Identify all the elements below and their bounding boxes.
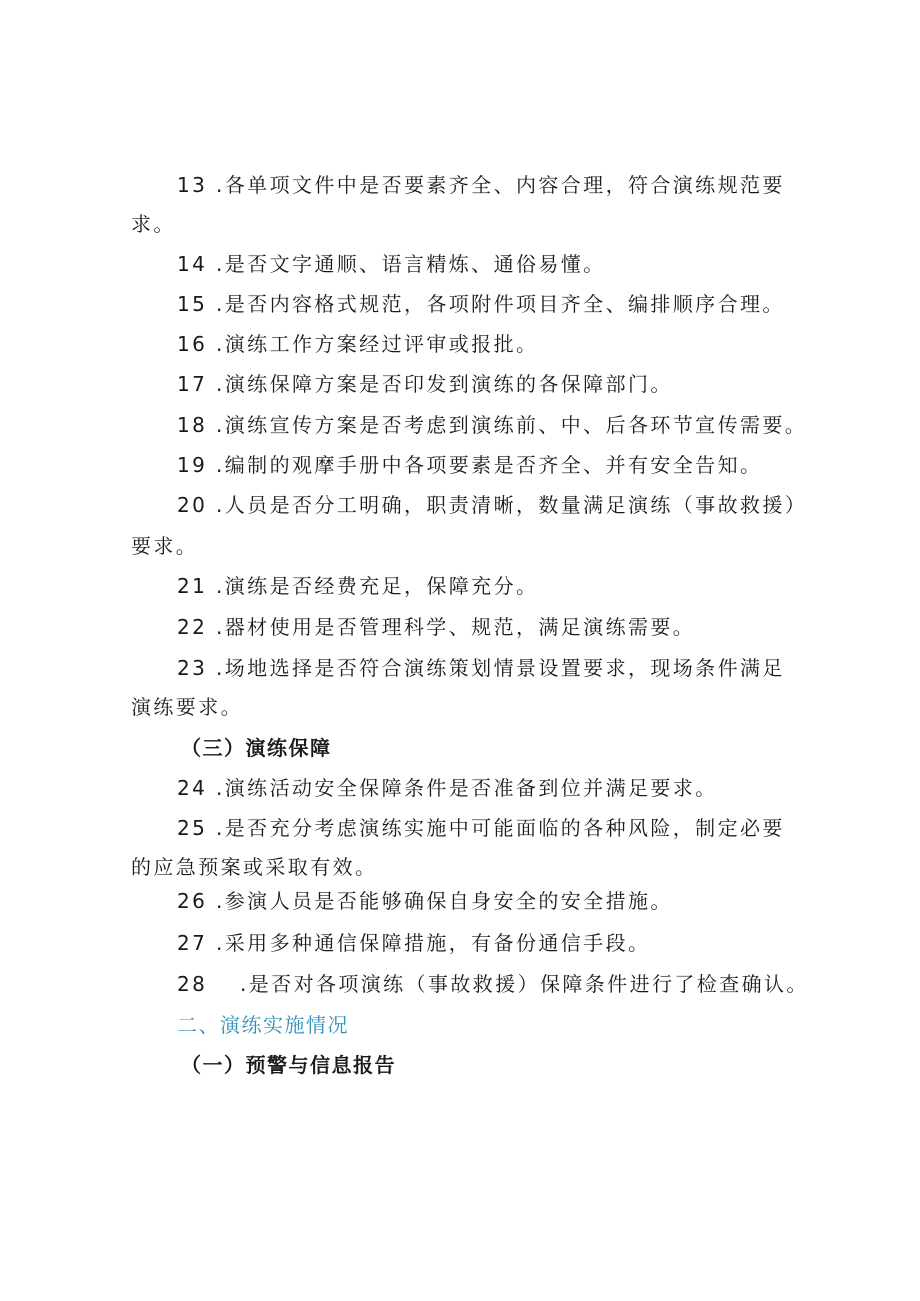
item-text-continuation: 求。 <box>131 212 176 236</box>
item-text: .人员是否分工明确，职责清晰，数量满足演练（事故救援） <box>216 493 808 517</box>
item-text: .器材使用是否管理科学、规范，满足演练需要。 <box>216 615 696 639</box>
list-item-27 <box>177 930 650 956</box>
item-text: .是否充分考虑演练实施中可能面临的各种风险，制定必要 <box>216 816 785 840</box>
item-text: .演练工作方案经过评审或报批。 <box>216 332 539 356</box>
item-number: 26 <box>177 889 208 913</box>
item-text: .是否文字通顺、语言精炼、通俗易懂。 <box>216 252 606 276</box>
list-item-28 <box>177 971 809 997</box>
list-item-15 <box>177 291 785 317</box>
list-item-22 <box>177 614 695 640</box>
list-item-21 <box>177 573 538 599</box>
item-text: .编制的观摩手册中各项要素是否齐全、并有安全告知。 <box>216 453 763 477</box>
subheading-drill-support <box>181 735 332 761</box>
item-text: .采用多种通信保障措施，有备份通信手段。 <box>216 931 651 955</box>
item-number: 25 <box>177 816 208 840</box>
item-number: 14 <box>177 252 208 276</box>
item-number: 15 <box>177 292 208 316</box>
item-number: 22 <box>177 615 208 639</box>
list-item-25 <box>177 815 785 841</box>
item-text-continuation: 演练要求。 <box>131 695 243 719</box>
list-item-23 <box>177 655 785 681</box>
item-text: .演练保障方案是否印发到演练的各保障部门。 <box>216 372 673 396</box>
item-text-continuation: 的应急预案或采取有效。 <box>131 855 378 879</box>
item-number: 28 <box>177 972 208 996</box>
list-item-20 <box>177 492 807 518</box>
list-item-25-continuation <box>131 854 377 880</box>
list-item-13-continuation <box>131 211 176 237</box>
item-text: .演练是否经费充足，保障充分。 <box>216 574 539 598</box>
item-number: 18 <box>177 413 208 437</box>
item-text: .演练宣传方案是否考虑到演练前、中、后各环节宣传需要。 <box>216 413 808 437</box>
item-number: 27 <box>177 931 208 955</box>
item-text: .是否对各项演练（事故救援）保障条件进行了检查确认。 <box>240 972 809 996</box>
list-item-26 <box>177 888 673 914</box>
list-item-16 <box>177 331 538 357</box>
section-heading-text: 二、演练实施情况 <box>177 1013 349 1037</box>
item-number: 20 <box>177 493 208 517</box>
list-item-24 <box>177 775 718 801</box>
section-heading-drill-implementation <box>177 1012 349 1038</box>
list-item-20-continuation <box>131 533 198 559</box>
list-item-19 <box>177 452 762 478</box>
item-text: .场地选择是否符合演练策划情景设置要求，现场条件满足 <box>216 656 785 680</box>
list-item-23-continuation <box>131 694 243 720</box>
subheading-text: （三）演练保障 <box>181 736 332 760</box>
item-number: 19 <box>177 453 208 477</box>
list-item-17 <box>177 371 673 397</box>
item-text: .各单项文件中是否要素齐全、内容合理，符合演练规范要 <box>216 173 785 197</box>
item-text: .参演人员是否能够确保自身安全的安全措施。 <box>216 889 673 913</box>
item-number: 24 <box>177 776 208 800</box>
item-text: .是否内容格式规范，各项附件项目齐全、编排顺序合理。 <box>216 292 785 316</box>
item-number: 23 <box>177 656 208 680</box>
list-item-18 <box>177 412 807 438</box>
subheading-text: （一）预警与信息报告 <box>181 1053 396 1077</box>
item-text-continuation: 要求。 <box>131 534 199 558</box>
list-item-13 <box>177 172 785 198</box>
item-number: 16 <box>177 332 208 356</box>
subheading-warning-reporting <box>181 1052 396 1078</box>
item-text: .演练活动安全保障条件是否准备到位并满足要求。 <box>216 776 718 800</box>
item-number: 13 <box>177 173 208 197</box>
item-number: 17 <box>177 372 208 396</box>
item-number: 21 <box>177 574 208 598</box>
list-item-14 <box>177 251 606 277</box>
